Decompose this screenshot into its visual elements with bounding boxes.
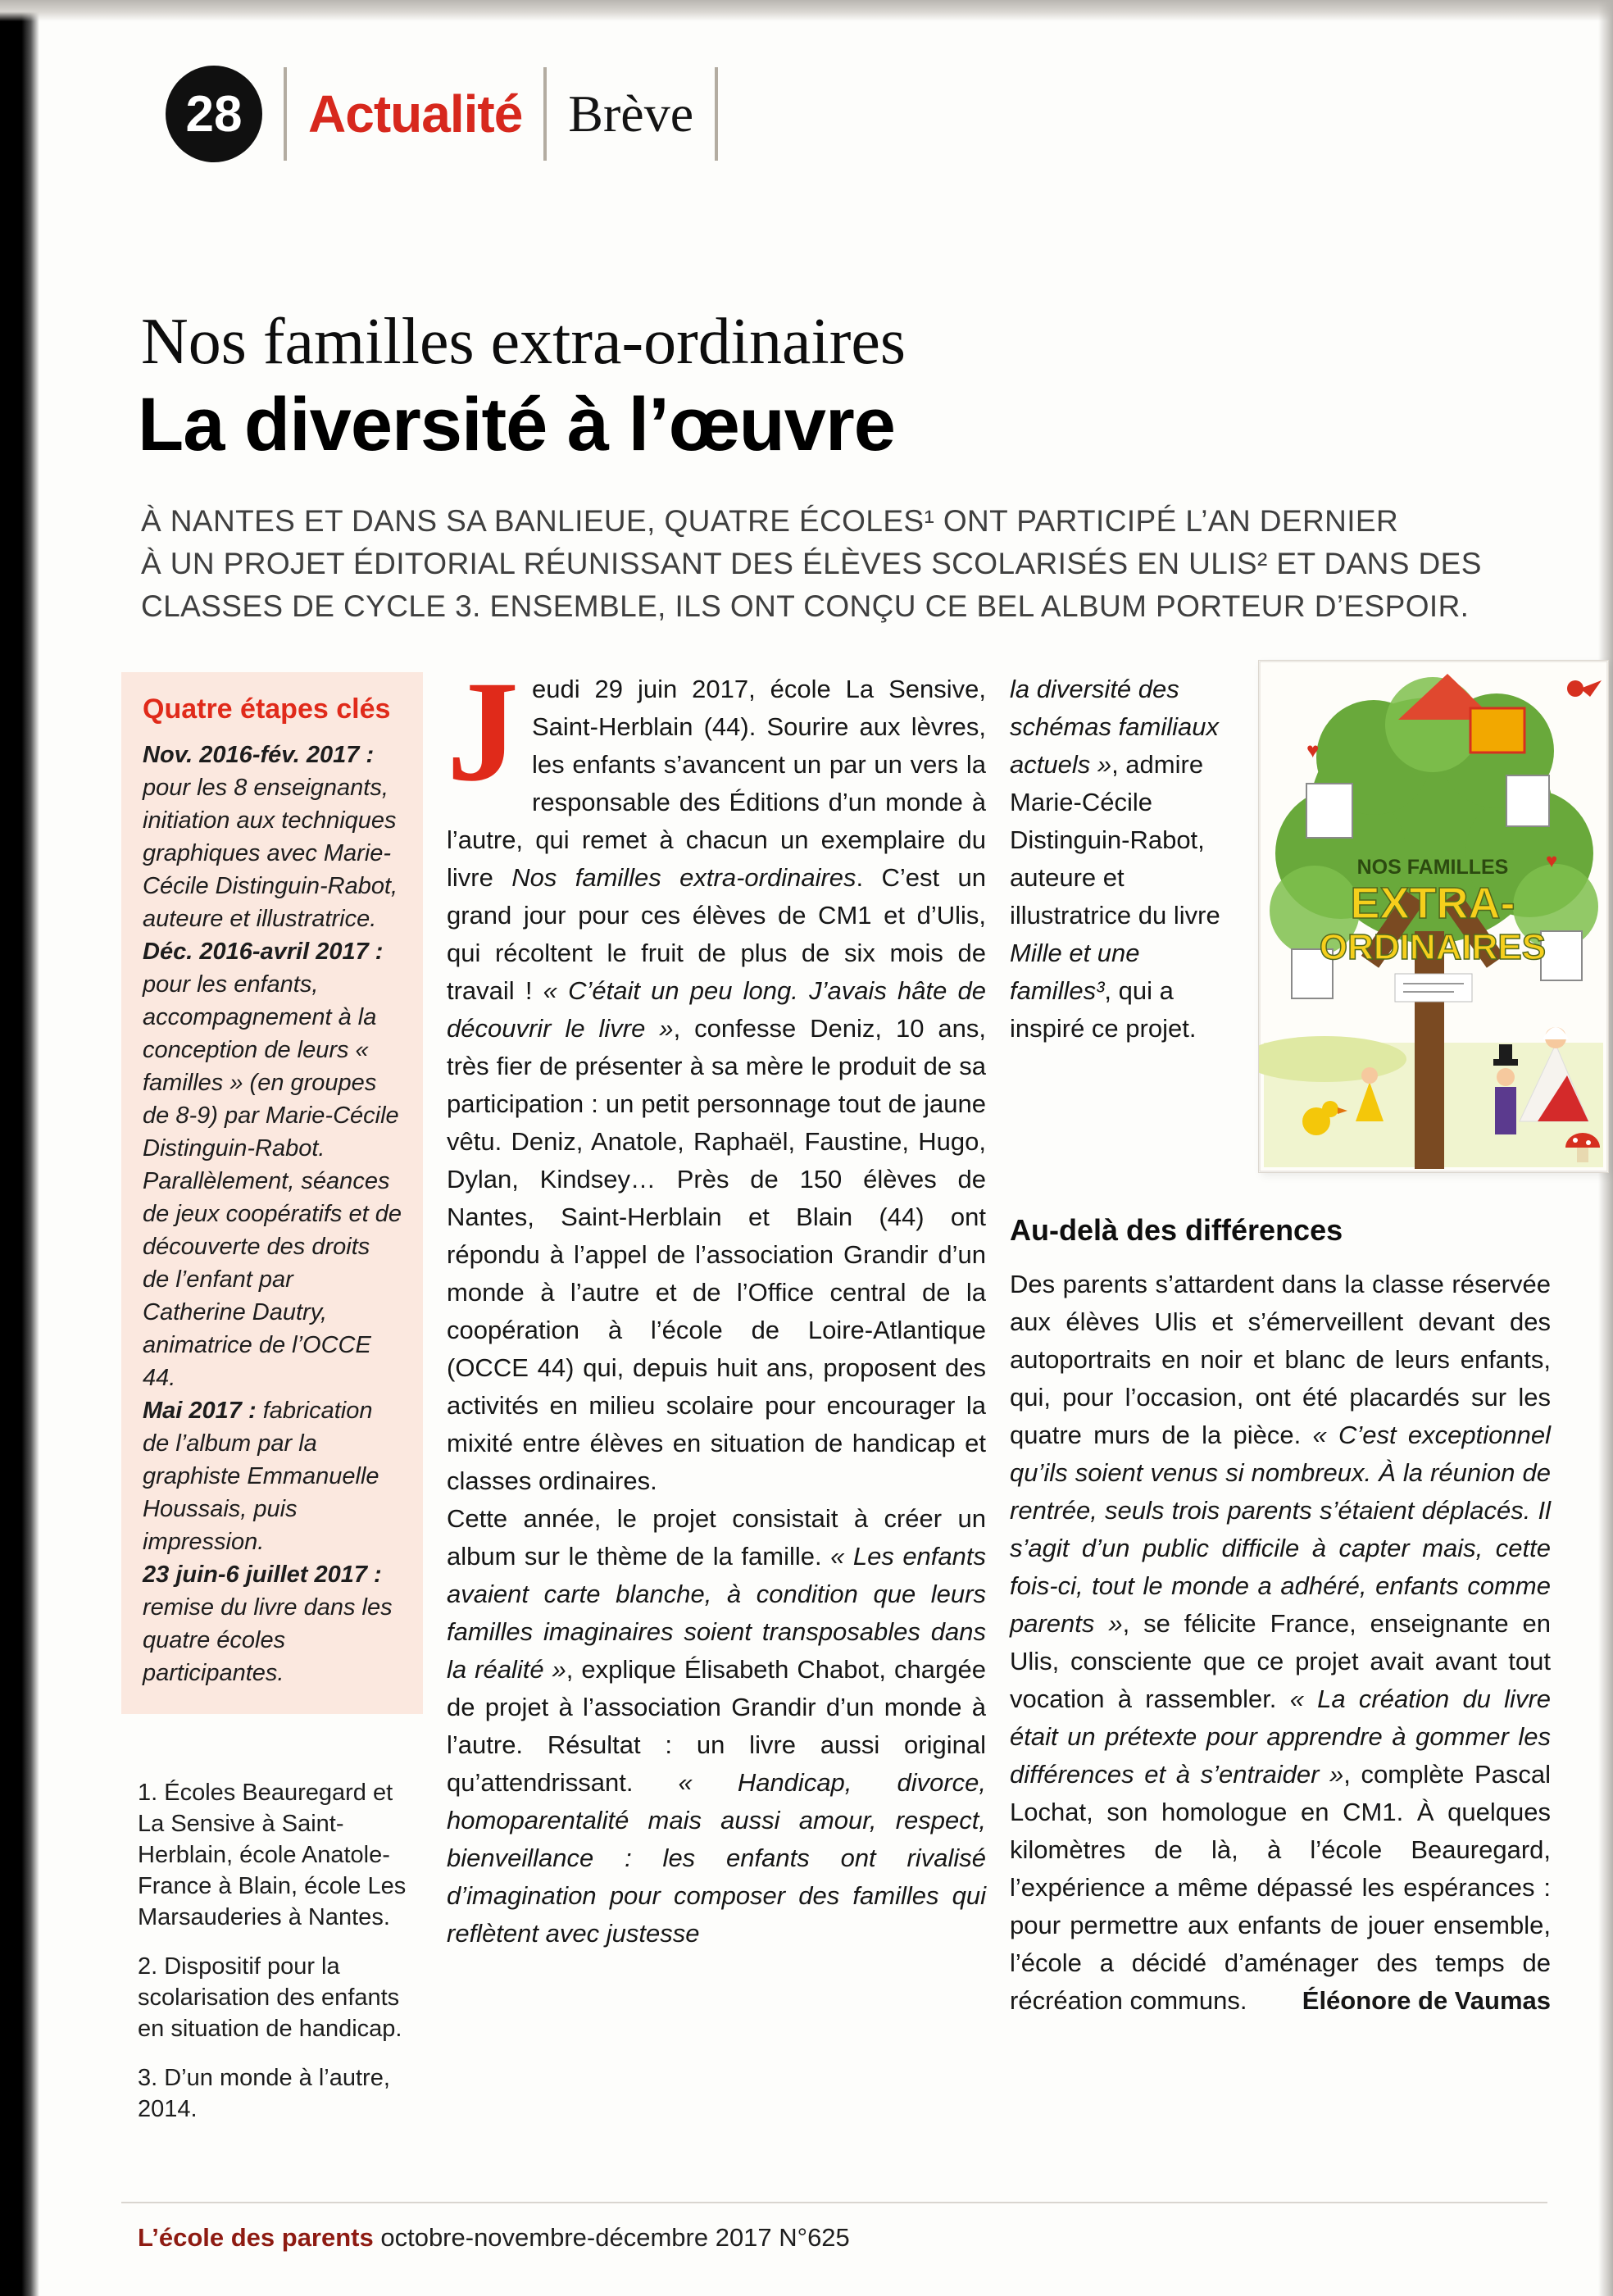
scan-edge-top xyxy=(0,0,1613,21)
article-paragraph xyxy=(1010,1266,1551,2020)
sidebar-title: Quatre étapes clés xyxy=(143,693,391,725)
sidebar-entry-text: remise du livre dans les quatre écoles participantes. xyxy=(143,1594,393,1686)
page-header xyxy=(166,66,718,162)
footnotes xyxy=(138,1777,420,2143)
footer-issue: octobre-novembre-décembre 2017 N°625 xyxy=(373,2223,850,2252)
section-label: Actualité xyxy=(308,84,523,143)
footer-rule xyxy=(121,2202,1547,2203)
footnote: 1. Écoles Beauregard et La Sensive à Saint-Herblain, école Anatole-France à Blain, école Les Marsauderies à Nantes. xyxy=(138,1780,407,1930)
sidebar-entry-text: fabrication de l’album par la graphiste Emmanuelle Houssais, puis impression. xyxy=(143,1398,379,1555)
book-title-line2: EXTRA- xyxy=(1350,879,1515,928)
sidebar-entry-date: Mai 2017 : xyxy=(143,1398,257,1424)
sidebar-entry-date: Déc. 2016-avril 2017 : xyxy=(143,939,384,965)
sidebar-entry xyxy=(143,1394,402,1558)
article-column-right-narrow xyxy=(1010,671,1236,1048)
paragraph-text: la diversité des schémas familiaux actuels », admire Marie-Cécile Distinguin-Rabot, auteure et illustratrice du livre Mille et une familles³, qui a inspiré ce projet. xyxy=(1010,675,1220,1043)
footnote: 3. D’un monde à l’autre, 2014. xyxy=(138,2065,390,2122)
header-separator xyxy=(284,67,287,161)
paragraph-text: Des parents s’attardent dans la classe réservée aux élèves Ulis et s’émerveillent devant des autoportraits en noir et blanc de leurs enfants, qui, pour l’occasion, ont été placardés sur les quatre murs de la pièce. « C’est exceptionnel qu’ils soient venus si nombreux. À la réunion de rentrée, seuls trois parents s’étaient déplacés. Il s’agit d’un public difficile à capter mais, cette fois-ci, tout le monde a adhéré, enfants comme parents », se félicite France, enseignante en Ulis, consciente que ce projet avait avant tout vocation à rassembler. « La création du livre était un prétexte pour apprendre à gommer les différences et à s’entraider », complète Pascal Lochat, son homologue en CM1. À quelques kilomètres de là, à l’école Beauregard, l’expérience a même dépassé les espérances : pour permettre aux enfants de jouer ensemble, l’école a décidé d’aménager des temps de récréation communs. xyxy=(1010,1270,1552,2015)
header-separator xyxy=(543,67,547,161)
page-footer xyxy=(138,2223,850,2253)
heart-icon: ♥ xyxy=(1306,738,1320,762)
footnote: 2. Dispositif pour la scolarisation des enfants en situation de handicap. xyxy=(138,1953,402,2042)
article-paragraph xyxy=(1010,671,1236,1048)
sidebar-entry xyxy=(143,739,402,935)
book-cover-art xyxy=(1259,661,1608,1172)
article-column-middle xyxy=(447,652,987,1953)
book-cover xyxy=(1259,661,1608,1172)
subsection-label: Brève xyxy=(568,84,694,143)
page-number-badge: 28 xyxy=(166,66,262,162)
sidebar-entry xyxy=(143,935,402,1394)
sidebar-entry-date: 23 juin-6 juillet 2017 : xyxy=(143,1562,382,1588)
heart-icon: ♥ xyxy=(1546,850,1558,872)
header-separator xyxy=(715,67,718,161)
article-paragraph xyxy=(447,1500,986,1953)
paragraph-text: eudi 29 juin 2017, école La Sensive, Saint-Herblain (44). Sourire aux lèvres, les enfants s’avancent un par un vers la responsable des Éditions d’un monde à l’autre, qui remet à chacun un exemplaire du livre Nos familles extra-ordinaires. C’est un grand jour pour ces élèves de CM1 et d’Ulis, qui récoltent le fruit de plus de six mois de travail ! « C’était un peu long. J’avais hâte de découvrir le livre », confesse Deniz, 10 ans, très fier de présenter à sa mère le produit de sa participation : un petit personnage tout de jaune vêtu. Deniz, Anatole, Raphaël, Faustine, Hugo, Dylan, Kindsey… Près de 150 élèves de Nantes, Saint-Herblain et Blain (44) ont répondu à l’appel de l’association Grandir d’un monde à l’autre et de l’Office central de la coopération à l’école de Loire-Atlantique (OCCE 44) qui, depuis huit ans, proposent des activités en milieu scolaire pour encourager la mixité entre élèves en situation de handicap et classes ordinaires. xyxy=(447,675,986,1495)
byline: Éléonore de Vaumas xyxy=(1302,1986,1551,2015)
standfirst: À NANTES ET DANS SA BANLIEUE, QUATRE ÉCOLES¹ ONT PARTICIPÉ L’AN DERNIER À UN PROJET ÉDITORIAL RÉUNISSANT DES ÉLÈVES SCOLARISÉS EN ULIS² ET DANS DES CLASSES DE CYCLE 3. ENSEMBLE, ILS ONT CONÇU CE BEL ALBUM PORTEUR D’ESPOIR. xyxy=(141,504,1482,623)
sidebar-box xyxy=(121,672,423,1714)
sidebar-entry-text: pour les enfants, accompagnement à la conception de leurs « familles » (en groupes de 8-9) par Marie-Cécile Distinguin-Rabot. Parallèlement, séances de jeux coopératifs et de découverte des droits de l’enfant par Catherine Dautry, animatrice de l’OCCE 44. xyxy=(143,971,402,1391)
article-paragraph xyxy=(447,652,986,1500)
sidebar-entry xyxy=(143,1558,402,1689)
kicker-title: Nos familles extra-ordinaires xyxy=(141,306,906,378)
drop-cap: J xyxy=(447,652,519,812)
article-column-right xyxy=(1010,1266,1551,2020)
sidebar-entry-date: Nov. 2016-fév. 2017 : xyxy=(143,742,375,768)
page-title: La diversité à l’œuvre xyxy=(138,383,895,466)
article-subhead: Au-delà des différences xyxy=(1010,1213,1343,1247)
paragraph-text: Cette année, le projet consistait à créer un album sur le thème de la famille. « Les enfants avaient carte blanche, à condition que leurs familles imaginaires soient transposables dans la réalité », explique Élisabeth Chabot, chargée de projet à l’association Grandir d’un monde à l’autre. Résultat : un livre aussi original qu’attendrissant. « Handicap, divorce, homoparentalité mais aussi amour, respect, bienveillance : les enfants ont rivalisé d’imagination pour composer des familles qui reflètent avec justesse xyxy=(447,1504,987,1948)
book-title-small: NOS FAMILLES xyxy=(1356,856,1509,879)
scan-edge-left xyxy=(0,0,39,2296)
book-title-line3: ORDINAIRES xyxy=(1319,927,1547,967)
sidebar-entry-text: pour les 8 enseignants, initiation aux techniques graphiques avec Marie-Cécile Distinguin-Rabot, auteure et illustratrice. xyxy=(143,775,398,932)
footer-magazine-name: L’école des parents xyxy=(138,2223,374,2252)
